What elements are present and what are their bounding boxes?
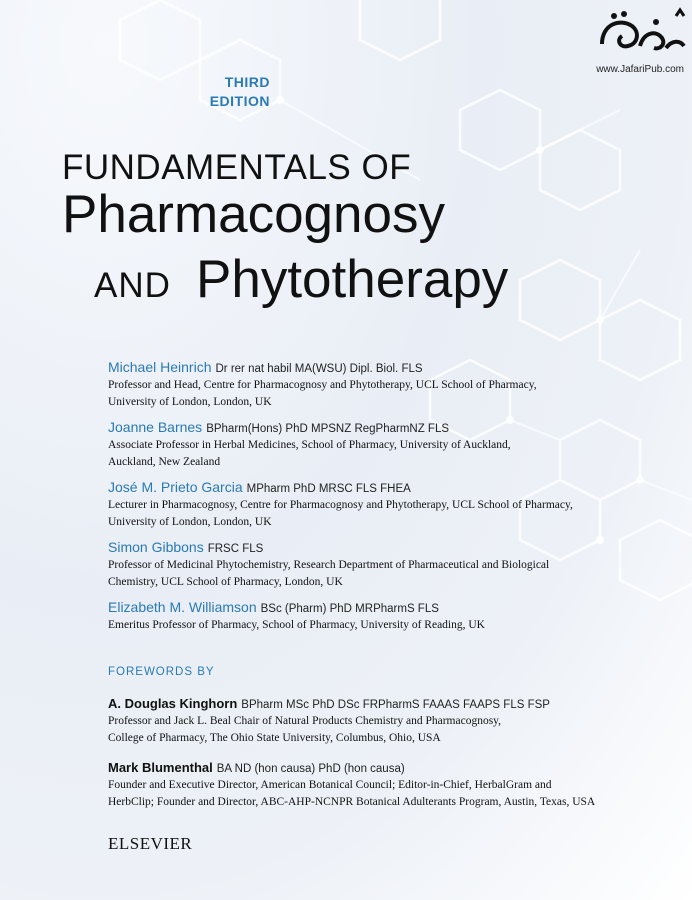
- jafaripub-logo: [580, 4, 690, 76]
- publisher-name: ELSEVIER: [108, 834, 193, 853]
- watermark-url: www.JafariPub.com: [596, 64, 684, 75]
- foreword-list: [108, 695, 668, 823]
- title-line-2: Pharmacognosy: [62, 185, 445, 244]
- title-line-3-main: Phytotherapy: [196, 250, 509, 309]
- author-entry: [108, 599, 668, 634]
- foreword-author-qualifications: BA ND (hon causa) PhD (hon causa): [216, 763, 405, 775]
- author-qualifications: BSc (Pharm) PhD MRPharmS FLS: [260, 603, 439, 615]
- author-name: Joanne Barnes: [108, 419, 203, 435]
- author-affiliation: Associate Professor in Herbal Medicines, School of Pharmacy, University of Auckland, Auckland, New Zealand: [108, 439, 511, 468]
- publisher-logo-icon: [580, 4, 690, 64]
- author-list: [108, 359, 668, 642]
- author-entry: [108, 539, 668, 591]
- author-qualifications: BPharm(Hons) PhD MPSNZ RegPharmNZ FLS: [206, 423, 450, 435]
- title-line-1: FUNDAMENTALS OF: [62, 148, 412, 187]
- author-entry: [108, 419, 668, 471]
- foreword-author-qualifications: BPharm MSc PhD DSc FRPharmS FAAAS FAAPS FLS FSP: [241, 699, 550, 711]
- foreword-entry: [108, 759, 668, 811]
- author-affiliation: Professor of Medicinal Phytochemistry, Research Department of Pharmaceutical and Biological Chemistry, UCL School of Pharmacy, London, UK: [108, 559, 550, 588]
- author-name: José M. Prieto Garcia: [108, 479, 243, 495]
- author-qualifications: MPharm PhD MRSC FLS FHEA: [246, 483, 411, 495]
- author-qualifications: Dr rer nat habil MA(WSU) Dipl. Biol. FLS: [215, 363, 423, 375]
- author-affiliation: Lecturer in Pharmacognosy, Centre for Pharmacognosy and Phytotherapy, UCL School of Pharmacy, University of London, London, UK: [108, 499, 573, 528]
- author-name: Elizabeth M. Williamson: [108, 599, 257, 615]
- foreword-entry: [108, 695, 668, 747]
- author-affiliation: Professor and Head, Centre for Pharmacognosy and Phytotherapy, UCL School of Pharmacy, University of London, London, UK: [108, 379, 537, 408]
- forewords-heading: FOREWORDS BY: [108, 666, 215, 678]
- title-line-3-prefix: AND: [94, 266, 171, 305]
- foreword-author-affiliation: Professor and Jack L. Beal Chair of Natural Products Chemistry and Pharmacognosy, College of Pharmacy, The Ohio State University, Columbus, Ohio, USA: [108, 715, 502, 744]
- author-qualifications: FRSC FLS: [207, 543, 264, 555]
- author-affiliation: Emeritus Professor of Pharmacy, School of Pharmacy, University of Reading, UK: [108, 619, 485, 631]
- author-name: Michael Heinrich: [108, 359, 212, 375]
- foreword-author-name: Mark Blumenthal: [108, 760, 213, 775]
- author-entry: [108, 479, 668, 531]
- author-entry: [108, 359, 668, 411]
- author-name: Simon Gibbons: [108, 539, 204, 555]
- foreword-author-affiliation: Founder and Executive Director, American Botanical Council; Editor-in-Chief, HerbalGram and HerbClip; Founder and Director, ABC-AHP-NCNPR Botanical Adulterants Program, Austin, Texas, USA: [108, 779, 596, 808]
- foreword-author-name: A. Douglas Kinghorn: [108, 696, 238, 711]
- edition-label: THIRD EDITION: [209, 74, 270, 109]
